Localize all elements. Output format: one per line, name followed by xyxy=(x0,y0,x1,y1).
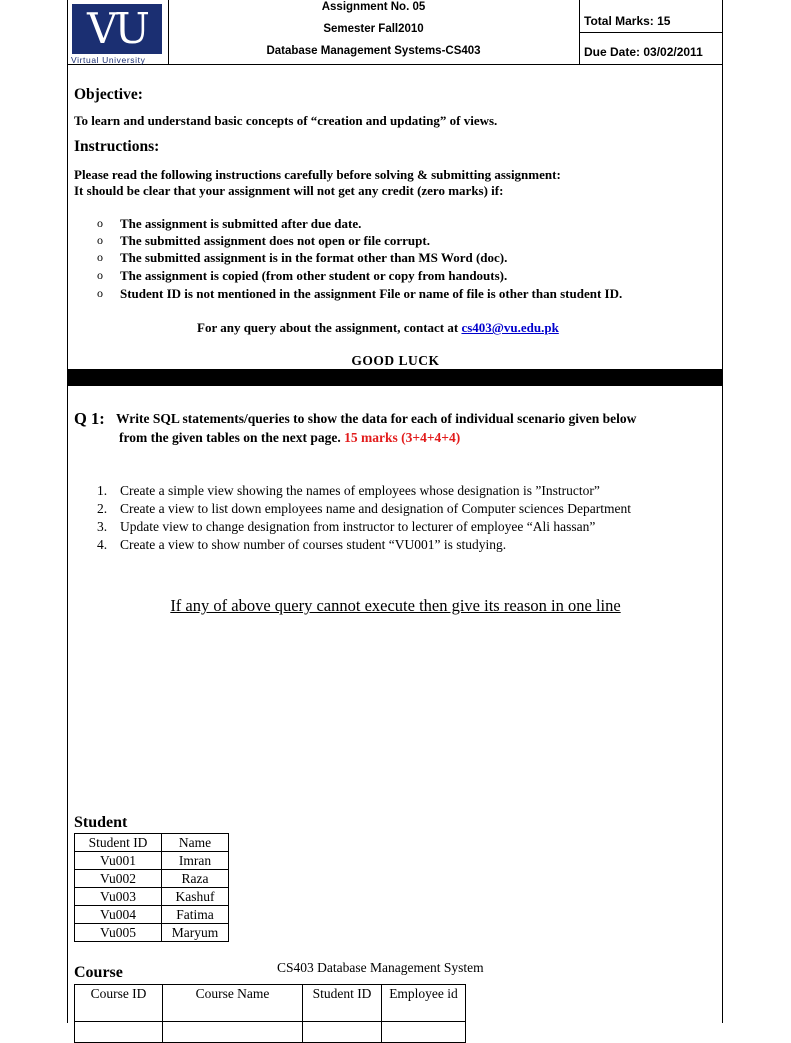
university-logo xyxy=(72,4,162,54)
question-text-line-2: from the given tables on the next page. 15 marks (3+4+4+4) xyxy=(119,430,461,445)
table-row xyxy=(75,888,229,906)
section-divider xyxy=(67,369,723,386)
column-header: Student ID xyxy=(75,834,162,852)
table-cell xyxy=(382,1022,466,1043)
course-table-title: Course xyxy=(74,964,123,981)
table-cell xyxy=(303,1022,382,1043)
total-marks-row xyxy=(579,0,722,33)
table-row xyxy=(75,924,229,942)
table-cell: Imran xyxy=(162,852,229,870)
table-cell: Fatima xyxy=(162,906,229,924)
due-date: Due Date: 03/02/2011 xyxy=(584,45,703,59)
table-cell: Vu001 xyxy=(75,852,162,870)
marks-cell xyxy=(579,0,722,64)
instructions-heading: Instructions: xyxy=(74,138,160,155)
column-header: Course ID xyxy=(75,985,163,1022)
objective-text: To learn and understand basic concepts of “creation and updating” of views. xyxy=(74,113,498,128)
student-table-title: Student xyxy=(74,814,128,831)
logo-subtitle: Virtual University xyxy=(71,55,146,65)
logo-cell xyxy=(67,0,169,64)
bullet-glyph: o xyxy=(97,286,103,300)
table-cell xyxy=(75,1022,163,1043)
course-title: Database Management Systems-CS403 xyxy=(266,45,481,57)
table-cell: Vu003 xyxy=(75,888,162,906)
assignment-number: Assignment No. 05 xyxy=(321,1,426,13)
header-info-cell xyxy=(168,0,580,64)
total-marks: Total Marks: 15 xyxy=(584,14,671,28)
contact-email-link[interactable]: cs403@vu.edu.pk xyxy=(461,320,559,335)
table-cell: Maryum xyxy=(162,924,229,942)
table-row xyxy=(75,870,229,888)
question-marks: 15 marks (3+4+4+4) xyxy=(344,430,461,445)
table-row xyxy=(75,906,229,924)
table-cell: Vu002 xyxy=(75,870,162,888)
bullet-glyph: o xyxy=(97,233,103,247)
column-header: Name xyxy=(162,834,229,852)
question-text-line-1: Write SQL statements/queries to show the data for each of individual scenario given below xyxy=(116,411,637,426)
logo-text: VU xyxy=(87,4,147,53)
table-cell xyxy=(163,1022,303,1043)
instructions-line-1: Please read the following instructions carefully before solving & submitting assignment: xyxy=(74,167,561,182)
question-label: Q 1: xyxy=(74,409,105,428)
table-cell: Raza xyxy=(162,870,229,888)
table-cell: Vu004 xyxy=(75,906,162,924)
course-table xyxy=(74,984,466,1043)
assignment-header xyxy=(67,0,723,65)
table-cell: Kashuf xyxy=(162,888,229,906)
good-luck: GOOD LUCK xyxy=(351,353,440,368)
objective-heading: Objective: xyxy=(74,86,143,103)
contact-text: For any query about the assignment, contact at xyxy=(197,320,462,335)
column-header: Student ID xyxy=(303,985,382,1022)
table-header-row xyxy=(75,834,229,852)
table-row xyxy=(75,1022,466,1043)
table-row xyxy=(75,852,229,870)
bullet-glyph: o xyxy=(97,216,103,230)
table-header-row xyxy=(75,985,466,1022)
page-footer: CS403 Database Management System xyxy=(277,960,484,975)
bullet-glyph: o xyxy=(97,268,103,282)
bullet-glyph: o xyxy=(97,250,103,264)
student-table xyxy=(74,833,229,942)
instructions-line-2: It should be clear that your assignment will not get any credit (zero marks) if: xyxy=(74,183,504,198)
contact-line xyxy=(197,320,559,336)
query-note: If any of above query cannot execute then give its reason in one line xyxy=(170,596,621,615)
column-header: Employee id xyxy=(382,985,466,1022)
semester: Semester Fall2010 xyxy=(323,23,424,35)
column-header: Course Name xyxy=(163,985,303,1022)
table-cell: Vu005 xyxy=(75,924,162,942)
